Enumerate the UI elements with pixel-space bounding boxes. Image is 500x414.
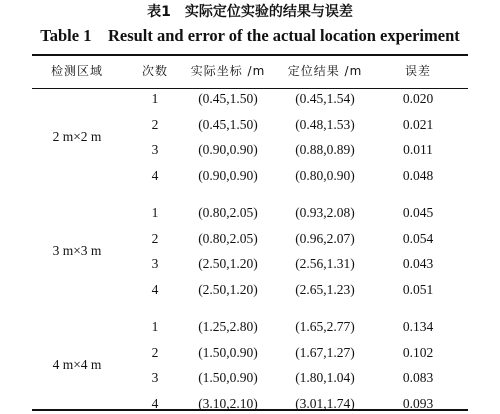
header-rule xyxy=(32,88,468,89)
count-cell: 1 xyxy=(151,319,159,334)
location-result-cell: (1.65,2.77) xyxy=(295,319,355,334)
actual-coord-cell: (1.50,0.90) xyxy=(198,370,258,385)
location-result-cell: (2.65,1.23) xyxy=(295,281,355,297)
count-cell: 3 xyxy=(151,142,159,157)
count-cell: 1 xyxy=(151,205,159,220)
error-cell: 0.021 xyxy=(402,116,434,132)
error-cell: 0.054 xyxy=(402,230,434,246)
top-rule xyxy=(32,54,468,56)
error-cell: 0.011 xyxy=(403,142,433,157)
error-cell: 0.134 xyxy=(402,319,434,334)
location-result-cell: (2.56,1.31) xyxy=(295,256,355,271)
actual-coord-cell: (0.90,0.90) xyxy=(198,167,258,183)
count-cell: 1 xyxy=(151,91,159,106)
error-cell: 0.020 xyxy=(402,91,434,106)
header-count: 次数 xyxy=(141,64,169,78)
header-actual-coord: 实际坐标 /m xyxy=(190,64,266,78)
header-result: 定位结果 /m xyxy=(287,64,363,78)
count-cell: 4 xyxy=(151,281,159,297)
location-result-cell: (1.80,1.04) xyxy=(295,370,355,385)
actual-coord-cell: (2.50,1.20) xyxy=(198,281,258,297)
count-cell: 3 xyxy=(151,256,159,271)
actual-coord-cell: (3.10,2.10) xyxy=(198,395,258,411)
count-cell: 2 xyxy=(151,116,159,132)
count-cell: 4 xyxy=(151,395,159,411)
location-result-cell: (1.67,1.27) xyxy=(295,344,355,360)
location-result-cell: (0.45,1.54) xyxy=(295,91,355,106)
actual-coord-cell: (2.50,1.20) xyxy=(198,256,258,271)
actual-coord-cell: (1.25,2.80) xyxy=(198,319,258,334)
header-region: 检测区域 xyxy=(50,64,104,78)
table-title-chinese: 表1 实际定位实验的结果与误差 xyxy=(147,4,353,20)
error-cell: 0.102 xyxy=(402,344,434,360)
actual-coord-cell: (0.90,0.90) xyxy=(198,142,258,157)
error-cell: 0.051 xyxy=(402,281,434,297)
location-result-cell: (0.48,1.53) xyxy=(295,116,355,132)
table-title-english: Table 1 Result and error of the actual location experiment xyxy=(40,26,460,45)
count-cell: 2 xyxy=(151,230,159,246)
actual-coord-cell: (0.80,2.05) xyxy=(198,205,258,220)
header-error: 误差 xyxy=(404,64,432,78)
region-label: 4 m×4 m xyxy=(52,357,102,373)
error-cell: 0.048 xyxy=(402,167,434,183)
count-cell: 2 xyxy=(151,344,159,360)
region-label: 2 m×2 m xyxy=(52,129,102,145)
location-result-cell: (0.80,0.90) xyxy=(295,167,355,183)
location-result-cell: (3.01,1.74) xyxy=(295,395,355,411)
error-cell: 0.045 xyxy=(402,205,434,220)
location-result-cell: (0.93,2.08) xyxy=(295,205,355,220)
region-label: 3 m×3 m xyxy=(52,243,102,259)
actual-coord-cell: (0.45,1.50) xyxy=(198,91,258,106)
location-result-cell: (0.96,2.07) xyxy=(295,230,355,246)
actual-coord-cell: (0.45,1.50) xyxy=(198,116,258,132)
count-cell: 4 xyxy=(151,167,159,183)
actual-coord-cell: (1.50,0.90) xyxy=(198,344,258,360)
location-result-cell: (0.88,0.89) xyxy=(295,142,355,157)
error-cell: 0.093 xyxy=(402,395,434,411)
count-cell: 3 xyxy=(151,370,159,385)
error-cell: 0.083 xyxy=(402,370,434,385)
actual-coord-cell: (0.80,2.05) xyxy=(198,230,258,246)
error-cell: 0.043 xyxy=(402,256,434,271)
